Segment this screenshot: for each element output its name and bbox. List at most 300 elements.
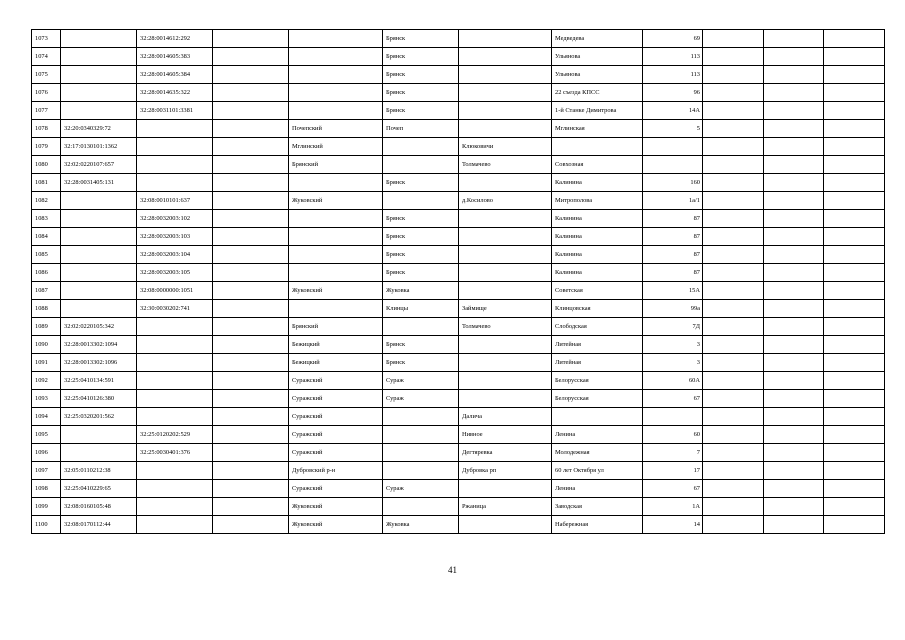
street-cell: Белорусская	[552, 390, 643, 408]
extra-cell	[703, 462, 764, 480]
settlement-cell: Толмачево	[459, 318, 552, 336]
empty-cell	[213, 318, 289, 336]
cadastral-number-alt-cell	[137, 354, 213, 372]
district-cell: Мглинский	[289, 138, 383, 156]
extra-cell	[703, 66, 764, 84]
cadastral-number-alt-cell: 32:28:0032003:104	[137, 246, 213, 264]
empty-cell	[213, 192, 289, 210]
table-row	[32, 156, 885, 174]
row-number-cell: 1085	[32, 246, 61, 264]
settlement-cell	[459, 336, 552, 354]
empty-cell	[213, 30, 289, 48]
extra-cell	[824, 102, 885, 120]
house-number-cell	[643, 138, 703, 156]
extra-cell	[703, 426, 764, 444]
cadastral-number-alt-cell: 32:28:0014605:383	[137, 48, 213, 66]
house-number-cell: 5	[643, 120, 703, 138]
extra-cell	[764, 318, 824, 336]
row-number-cell: 1084	[32, 228, 61, 246]
extra-cell	[703, 282, 764, 300]
cadastral-number-cell: 32:20:0340329:72	[61, 120, 137, 138]
empty-cell	[213, 300, 289, 318]
row-number-cell: 1094	[32, 408, 61, 426]
extra-cell	[824, 390, 885, 408]
cadastral-number-alt-cell	[137, 516, 213, 534]
city-cell	[383, 192, 459, 210]
district-cell	[289, 102, 383, 120]
house-number-cell: 14А	[643, 102, 703, 120]
extra-cell	[764, 138, 824, 156]
table-body	[32, 30, 885, 534]
table-row	[32, 390, 885, 408]
empty-cell	[213, 48, 289, 66]
cadastral-number-cell	[61, 84, 137, 102]
district-cell: Брянский	[289, 156, 383, 174]
street-cell: Калинина	[552, 174, 643, 192]
extra-cell	[764, 246, 824, 264]
city-cell: Почеп	[383, 120, 459, 138]
house-number-cell	[643, 408, 703, 426]
street-cell: Калинина	[552, 264, 643, 282]
cadastral-number-cell: 32:28:0013302:1096	[61, 354, 137, 372]
district-cell: Почепский	[289, 120, 383, 138]
extra-cell	[764, 210, 824, 228]
cadastral-number-cell	[61, 30, 137, 48]
extra-cell	[824, 174, 885, 192]
city-cell: Брянск	[383, 174, 459, 192]
cadastral-number-cell	[61, 444, 137, 462]
street-cell: Ленина	[552, 480, 643, 498]
table-row	[32, 318, 885, 336]
house-number-cell: 17	[643, 462, 703, 480]
empty-cell	[213, 390, 289, 408]
extra-cell	[824, 66, 885, 84]
table-row	[32, 102, 885, 120]
settlement-cell: Нивное	[459, 426, 552, 444]
row-number-cell: 1078	[32, 120, 61, 138]
city-cell: Брянск	[383, 84, 459, 102]
house-number-cell: 87	[643, 228, 703, 246]
district-cell	[289, 174, 383, 192]
extra-cell	[703, 84, 764, 102]
settlement-cell: д.Косилово	[459, 192, 552, 210]
cadastral-number-cell	[61, 426, 137, 444]
row-number-cell: 1077	[32, 102, 61, 120]
extra-cell	[824, 30, 885, 48]
settlement-cell	[459, 210, 552, 228]
settlement-cell	[459, 372, 552, 390]
extra-cell	[703, 102, 764, 120]
extra-cell	[824, 246, 885, 264]
extra-cell	[764, 120, 824, 138]
extra-cell	[764, 300, 824, 318]
cadastral-number-cell	[61, 246, 137, 264]
extra-cell	[764, 462, 824, 480]
street-cell: Литейная	[552, 354, 643, 372]
extra-cell	[824, 48, 885, 66]
table-row	[32, 462, 885, 480]
district-cell: Бежицкий	[289, 336, 383, 354]
cadastral-number-alt-cell: 32:25:0030401:376	[137, 444, 213, 462]
district-cell	[289, 246, 383, 264]
extra-cell	[703, 246, 764, 264]
house-number-cell: 3	[643, 336, 703, 354]
table-row	[32, 246, 885, 264]
row-number-cell: 1087	[32, 282, 61, 300]
street-cell: 60 лет Октября ул	[552, 462, 643, 480]
table-row	[32, 174, 885, 192]
extra-cell	[764, 516, 824, 534]
district-cell	[289, 210, 383, 228]
cadastral-number-cell	[61, 66, 137, 84]
table-row	[32, 138, 885, 156]
city-cell	[383, 138, 459, 156]
extra-cell	[824, 336, 885, 354]
street-cell: Мглинская	[552, 120, 643, 138]
house-number-cell: 113	[643, 66, 703, 84]
extra-cell	[764, 408, 824, 426]
settlement-cell	[459, 102, 552, 120]
cadastral-number-cell: 32:02:0220105:342	[61, 318, 137, 336]
cadastral-number-alt-cell	[137, 120, 213, 138]
city-cell: Жуковка	[383, 516, 459, 534]
row-number-cell: 1076	[32, 84, 61, 102]
cadastral-number-alt-cell	[137, 480, 213, 498]
settlement-cell	[459, 48, 552, 66]
district-cell: Суражский	[289, 444, 383, 462]
extra-cell	[703, 156, 764, 174]
extra-cell	[703, 516, 764, 534]
cadastral-number-alt-cell: 32:28:0032003:103	[137, 228, 213, 246]
district-cell: Суражский	[289, 372, 383, 390]
house-number-cell: 7	[643, 444, 703, 462]
district-cell	[289, 300, 383, 318]
city-cell: Сураж	[383, 480, 459, 498]
empty-cell	[213, 462, 289, 480]
table-row	[32, 444, 885, 462]
extra-cell	[824, 210, 885, 228]
page-number: 41	[448, 565, 457, 575]
extra-cell	[764, 192, 824, 210]
settlement-cell	[459, 228, 552, 246]
street-cell: Молодежная	[552, 444, 643, 462]
district-cell	[289, 30, 383, 48]
city-cell	[383, 408, 459, 426]
city-cell	[383, 444, 459, 462]
settlement-cell	[459, 390, 552, 408]
cadastral-number-alt-cell	[137, 156, 213, 174]
cadastral-number-cell: 32:02:0220107:657	[61, 156, 137, 174]
settlement-cell: Клюковичи	[459, 138, 552, 156]
street-cell: Литейная	[552, 336, 643, 354]
extra-cell	[824, 372, 885, 390]
district-cell	[289, 84, 383, 102]
table-row	[32, 120, 885, 138]
empty-cell	[213, 228, 289, 246]
city-cell	[383, 156, 459, 174]
settlement-cell	[459, 174, 552, 192]
settlement-cell	[459, 120, 552, 138]
house-number-cell: 1а/1	[643, 192, 703, 210]
city-cell	[383, 318, 459, 336]
city-cell	[383, 498, 459, 516]
house-number-cell: 3	[643, 354, 703, 372]
district-cell: Суражский	[289, 390, 383, 408]
house-number-cell: 67	[643, 390, 703, 408]
city-cell: Сураж	[383, 390, 459, 408]
extra-cell	[764, 48, 824, 66]
extra-cell	[703, 300, 764, 318]
extra-cell	[764, 156, 824, 174]
house-number-cell: 15А	[643, 282, 703, 300]
extra-cell	[764, 84, 824, 102]
table-row	[32, 498, 885, 516]
table-row	[32, 408, 885, 426]
extra-cell	[824, 318, 885, 336]
cadastral-number-alt-cell	[137, 408, 213, 426]
extra-cell	[824, 192, 885, 210]
cadastral-number-alt-cell	[137, 336, 213, 354]
row-number-cell: 1093	[32, 390, 61, 408]
table-row	[32, 84, 885, 102]
extra-cell	[824, 264, 885, 282]
settlement-cell: Займище	[459, 300, 552, 318]
cadastral-number-cell: 32:25:0410126:380	[61, 390, 137, 408]
extra-cell	[764, 336, 824, 354]
extra-cell	[703, 120, 764, 138]
street-cell: Калинина	[552, 246, 643, 264]
district-cell: Суражский	[289, 408, 383, 426]
cadastral-number-alt-cell	[137, 390, 213, 408]
district-cell: Жуковский	[289, 192, 383, 210]
house-number-cell: 99а	[643, 300, 703, 318]
extra-cell	[703, 210, 764, 228]
empty-cell	[213, 138, 289, 156]
district-cell: Бежицкий	[289, 354, 383, 372]
extra-cell	[764, 264, 824, 282]
settlement-cell	[459, 30, 552, 48]
extra-cell	[824, 480, 885, 498]
table-row	[32, 264, 885, 282]
cadastral-number-alt-cell: 32:08:0010101:637	[137, 192, 213, 210]
city-cell: Брянск	[383, 210, 459, 228]
empty-cell	[213, 156, 289, 174]
street-cell: Набережная	[552, 516, 643, 534]
row-number-cell: 1088	[32, 300, 61, 318]
extra-cell	[824, 120, 885, 138]
settlement-cell	[459, 516, 552, 534]
extra-cell	[824, 516, 885, 534]
house-number-cell: 1А	[643, 498, 703, 516]
empty-cell	[213, 84, 289, 102]
cadastral-number-cell	[61, 102, 137, 120]
row-number-cell: 1097	[32, 462, 61, 480]
empty-cell	[213, 174, 289, 192]
extra-cell	[703, 390, 764, 408]
street-cell	[552, 408, 643, 426]
city-cell: Брянск	[383, 48, 459, 66]
extra-cell	[824, 498, 885, 516]
row-number-cell: 1095	[32, 426, 61, 444]
extra-cell	[824, 408, 885, 426]
settlement-cell	[459, 66, 552, 84]
cadastral-number-cell: 32:05:0110212:38	[61, 462, 137, 480]
settlement-cell: Дегтяревка	[459, 444, 552, 462]
row-number-cell: 1098	[32, 480, 61, 498]
table-row	[32, 300, 885, 318]
extra-cell	[764, 102, 824, 120]
table-row	[32, 372, 885, 390]
table-row	[32, 516, 885, 534]
city-cell: Брянск	[383, 246, 459, 264]
empty-cell	[213, 426, 289, 444]
house-number-cell: 113	[643, 48, 703, 66]
cadastral-number-alt-cell	[137, 318, 213, 336]
house-number-cell: 60А	[643, 372, 703, 390]
cadastral-number-cell: 32:28:0031405:131	[61, 174, 137, 192]
cadastral-number-cell: 32:08:0160105:48	[61, 498, 137, 516]
street-cell: Клинцовская	[552, 300, 643, 318]
table-row	[32, 426, 885, 444]
street-cell: Заводская	[552, 498, 643, 516]
city-cell: Брянск	[383, 336, 459, 354]
extra-cell	[824, 426, 885, 444]
table-row	[32, 66, 885, 84]
district-cell	[289, 228, 383, 246]
table-row	[32, 30, 885, 48]
district-cell	[289, 66, 383, 84]
extra-cell	[703, 408, 764, 426]
extra-cell	[764, 498, 824, 516]
cadastral-number-cell: 32:28:0013302:1094	[61, 336, 137, 354]
city-cell	[383, 462, 459, 480]
extra-cell	[824, 354, 885, 372]
cadastral-number-alt-cell	[137, 138, 213, 156]
cadastral-number-alt-cell	[137, 174, 213, 192]
district-cell: Жуковский	[289, 516, 383, 534]
row-number-cell: 1091	[32, 354, 61, 372]
row-number-cell: 1100	[32, 516, 61, 534]
extra-cell	[764, 174, 824, 192]
extra-cell	[703, 372, 764, 390]
street-cell: Калинина	[552, 210, 643, 228]
cadastral-number-cell: 32:25:0320201:562	[61, 408, 137, 426]
settlement-cell	[459, 246, 552, 264]
row-number-cell: 1083	[32, 210, 61, 228]
city-cell: Брянск	[383, 30, 459, 48]
extra-cell	[824, 228, 885, 246]
settlement-cell	[459, 354, 552, 372]
extra-cell	[703, 480, 764, 498]
street-cell: Медведева	[552, 30, 643, 48]
empty-cell	[213, 408, 289, 426]
extra-cell	[703, 336, 764, 354]
extra-cell	[703, 48, 764, 66]
table-row	[32, 192, 885, 210]
table-row	[32, 336, 885, 354]
extra-cell	[764, 354, 824, 372]
extra-cell	[703, 30, 764, 48]
house-number-cell	[643, 156, 703, 174]
cadastral-number-cell	[61, 300, 137, 318]
house-number-cell: 60	[643, 426, 703, 444]
district-cell	[289, 48, 383, 66]
empty-cell	[213, 480, 289, 498]
settlement-cell	[459, 480, 552, 498]
district-cell	[289, 264, 383, 282]
street-cell: 1-й Станке Димитрова	[552, 102, 643, 120]
house-number-cell: 14	[643, 516, 703, 534]
cadastral-number-alt-cell	[137, 462, 213, 480]
extra-cell	[824, 444, 885, 462]
row-number-cell: 1099	[32, 498, 61, 516]
city-cell: Брянск	[383, 354, 459, 372]
cadastral-number-cell	[61, 192, 137, 210]
cadastral-number-cell	[61, 48, 137, 66]
extra-cell	[703, 138, 764, 156]
extra-cell	[703, 174, 764, 192]
street-cell: 22 съезда КПСС	[552, 84, 643, 102]
street-cell: Ульянова	[552, 48, 643, 66]
city-cell: Брянск	[383, 228, 459, 246]
city-cell: Клинцы	[383, 300, 459, 318]
cadastral-number-alt-cell: 32:08:0000000:1051	[137, 282, 213, 300]
row-number-cell: 1075	[32, 66, 61, 84]
extra-cell	[703, 228, 764, 246]
cadastral-number-cell	[61, 264, 137, 282]
empty-cell	[213, 282, 289, 300]
street-cell	[552, 138, 643, 156]
empty-cell	[213, 66, 289, 84]
cadastral-number-cell: 32:08:0170112:44	[61, 516, 137, 534]
cadastral-number-alt-cell: 32:28:0032003:102	[137, 210, 213, 228]
district-cell: Жуковский	[289, 498, 383, 516]
extra-cell	[703, 444, 764, 462]
empty-cell	[213, 246, 289, 264]
extra-cell	[703, 318, 764, 336]
row-number-cell: 1089	[32, 318, 61, 336]
house-number-cell: 87	[643, 264, 703, 282]
cadastral-number-cell	[61, 228, 137, 246]
table-row	[32, 354, 885, 372]
cadastral-number-alt-cell: 32:30:0030202:741	[137, 300, 213, 318]
row-number-cell: 1096	[32, 444, 61, 462]
extra-cell	[824, 282, 885, 300]
street-cell: Совхозная	[552, 156, 643, 174]
table-row	[32, 48, 885, 66]
city-cell: Сураж	[383, 372, 459, 390]
row-number-cell: 1081	[32, 174, 61, 192]
cadastral-number-alt-cell: 32:28:0014612:292	[137, 30, 213, 48]
extra-cell	[824, 138, 885, 156]
row-number-cell: 1073	[32, 30, 61, 48]
table-row	[32, 282, 885, 300]
street-cell: Калинина	[552, 228, 643, 246]
cadastral-number-alt-cell: 32:28:0014605:384	[137, 66, 213, 84]
empty-cell	[213, 210, 289, 228]
settlement-cell: Дубровка рп	[459, 462, 552, 480]
extra-cell	[703, 354, 764, 372]
extra-cell	[764, 444, 824, 462]
street-cell: Ленина	[552, 426, 643, 444]
row-number-cell: 1090	[32, 336, 61, 354]
row-number-cell: 1079	[32, 138, 61, 156]
empty-cell	[213, 444, 289, 462]
street-cell: Белорусская	[552, 372, 643, 390]
row-number-cell: 1082	[32, 192, 61, 210]
empty-cell	[213, 264, 289, 282]
row-number-cell: 1086	[32, 264, 61, 282]
